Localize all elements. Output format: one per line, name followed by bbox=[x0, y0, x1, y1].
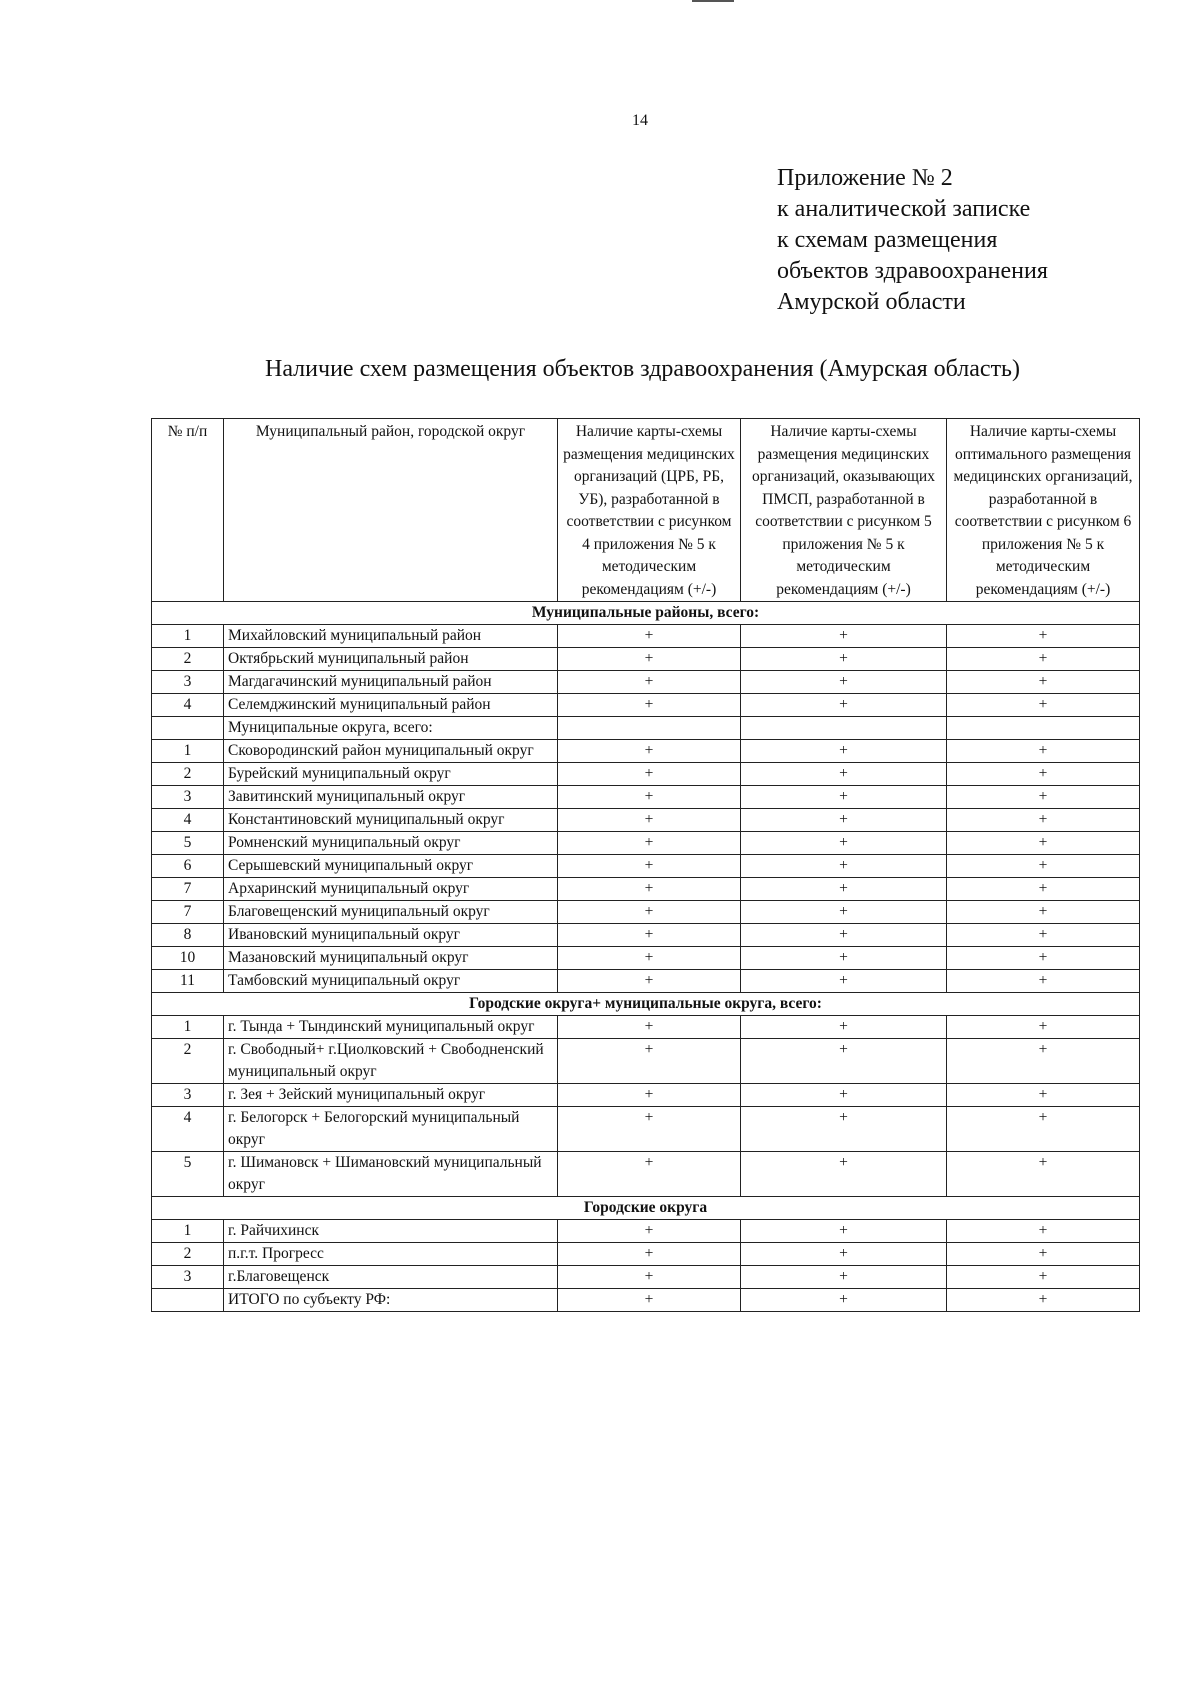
row-name: Михайловский муниципальный район bbox=[224, 625, 558, 648]
table-row bbox=[152, 1039, 1140, 1084]
row-mark: + bbox=[947, 740, 1140, 763]
table-row bbox=[152, 947, 1140, 970]
column-header-map-optimal: Наличие карты-схемы оптимального размещения медицинских организаций, разработанной в соответствии с рисунком 6 приложения № 5 к методическим рекомендациям (+/-) bbox=[947, 419, 1140, 602]
row-mark: + bbox=[947, 763, 1140, 786]
table-row bbox=[152, 763, 1140, 786]
row-name: Бурейский муниципальный округ bbox=[224, 763, 558, 786]
row-number: 1 bbox=[152, 740, 224, 763]
row-name: г. Шимановск + Шимановский муниципальный округ bbox=[224, 1152, 558, 1197]
table-row bbox=[152, 970, 1140, 993]
table-row bbox=[152, 671, 1140, 694]
table-row bbox=[152, 901, 1140, 924]
row-name: п.г.т. Прогресс bbox=[224, 1243, 558, 1266]
column-header-map-pmsp: Наличие карты-схемы размещения медицинских организаций, оказывающих ПМСП, разработанной в соответствии с рисунком 5 приложения № 5 к методическим рекомендациям (+/-) bbox=[741, 419, 947, 602]
section-row bbox=[152, 602, 1140, 625]
row-mark: + bbox=[741, 1266, 947, 1289]
scan-edge-mark bbox=[692, 0, 734, 2]
total-mark: + bbox=[947, 1289, 1140, 1312]
row-name: г. Райчихинск bbox=[224, 1220, 558, 1243]
row-mark: + bbox=[947, 901, 1140, 924]
empty-cell bbox=[152, 1289, 224, 1312]
column-header-number: № п/п bbox=[152, 419, 224, 602]
row-name: г. Белогорск + Белогорский муниципальный округ bbox=[224, 1107, 558, 1152]
row-mark: + bbox=[558, 1220, 741, 1243]
table-row bbox=[152, 694, 1140, 717]
row-name: Тамбовский муниципальный округ bbox=[224, 970, 558, 993]
row-name: Селемджинский муниципальный район bbox=[224, 694, 558, 717]
column-header-municipality: Муниципальный район, городской округ bbox=[224, 419, 558, 602]
table-row bbox=[152, 786, 1140, 809]
row-name: г. Свободный+ г.Циолковский + Свободненский муниципальный округ bbox=[224, 1039, 558, 1084]
empty-cell bbox=[558, 717, 741, 740]
row-number: 5 bbox=[152, 832, 224, 855]
row-number: 3 bbox=[152, 1084, 224, 1107]
table-row bbox=[152, 809, 1140, 832]
row-mark: + bbox=[741, 763, 947, 786]
row-mark: + bbox=[558, 809, 741, 832]
row-mark: + bbox=[947, 694, 1140, 717]
table-header-row bbox=[152, 419, 1140, 602]
empty-cell bbox=[947, 717, 1140, 740]
row-name: Благовещенский муниципальный округ bbox=[224, 901, 558, 924]
row-mark: + bbox=[558, 648, 741, 671]
subsection-title: Муниципальные округа, всего: bbox=[224, 717, 558, 740]
total-mark: + bbox=[558, 1289, 741, 1312]
row-number: 3 bbox=[152, 671, 224, 694]
row-number: 3 bbox=[152, 1266, 224, 1289]
appendix-line: к аналитической записке bbox=[777, 196, 1031, 222]
section-title: Муниципальные районы, всего: bbox=[152, 602, 1140, 625]
row-mark: + bbox=[947, 947, 1140, 970]
row-name: Архаринский муниципальный округ bbox=[224, 878, 558, 901]
row-mark: + bbox=[558, 1084, 741, 1107]
row-mark: + bbox=[558, 924, 741, 947]
row-mark: + bbox=[558, 970, 741, 993]
document-title: Наличие схем размещения объектов здравоохранения (Амурская область) bbox=[264, 356, 1020, 382]
schemes-table bbox=[151, 418, 1140, 1312]
row-mark: + bbox=[558, 947, 741, 970]
row-mark: + bbox=[558, 625, 741, 648]
table-row bbox=[152, 648, 1140, 671]
row-mark: + bbox=[947, 648, 1140, 671]
appendix-block bbox=[777, 163, 1048, 318]
table-row bbox=[152, 1107, 1140, 1152]
row-mark: + bbox=[558, 1266, 741, 1289]
row-name: Ромненский муниципальный округ bbox=[224, 832, 558, 855]
row-mark: + bbox=[741, 1039, 947, 1084]
table-row bbox=[152, 1243, 1140, 1266]
row-number: 11 bbox=[152, 970, 224, 993]
table-row bbox=[152, 1084, 1140, 1107]
row-mark: + bbox=[947, 671, 1140, 694]
row-name: Серышевский муниципальный округ bbox=[224, 855, 558, 878]
row-number: 10 bbox=[152, 947, 224, 970]
row-name: г. Тында + Тындинский муниципальный округ bbox=[224, 1016, 558, 1039]
row-mark: + bbox=[741, 1152, 947, 1197]
appendix-line: Амурской области bbox=[777, 289, 966, 315]
row-mark: + bbox=[741, 924, 947, 947]
row-mark: + bbox=[558, 1016, 741, 1039]
empty-cell bbox=[152, 717, 224, 740]
row-mark: + bbox=[947, 809, 1140, 832]
row-name: Завитинский муниципальный округ bbox=[224, 786, 558, 809]
row-number: 7 bbox=[152, 878, 224, 901]
row-mark: + bbox=[947, 1243, 1140, 1266]
row-mark: + bbox=[558, 1243, 741, 1266]
row-mark: + bbox=[741, 1243, 947, 1266]
total-label: ИТОГО по субъекту РФ: bbox=[224, 1289, 558, 1312]
row-mark: + bbox=[558, 740, 741, 763]
row-mark: + bbox=[947, 1016, 1140, 1039]
section-title: Городские округа bbox=[152, 1197, 1140, 1220]
row-mark: + bbox=[741, 648, 947, 671]
row-mark: + bbox=[558, 1152, 741, 1197]
row-mark: + bbox=[947, 1039, 1140, 1084]
row-mark: + bbox=[558, 832, 741, 855]
section-row bbox=[152, 1197, 1140, 1220]
row-mark: + bbox=[947, 786, 1140, 809]
total-mark: + bbox=[741, 1289, 947, 1312]
table-row bbox=[152, 625, 1140, 648]
row-mark: + bbox=[741, 947, 947, 970]
row-mark: + bbox=[558, 901, 741, 924]
appendix-line: Приложение № 2 bbox=[777, 165, 953, 191]
row-number: 4 bbox=[152, 809, 224, 832]
subsection-row bbox=[152, 717, 1140, 740]
table-row bbox=[152, 1016, 1140, 1039]
appendix-line: объектов здравоохранения bbox=[777, 258, 1048, 284]
row-mark: + bbox=[947, 1152, 1140, 1197]
row-mark: + bbox=[741, 970, 947, 993]
row-mark: + bbox=[947, 924, 1140, 947]
row-number: 5 bbox=[152, 1152, 224, 1197]
row-number: 8 bbox=[152, 924, 224, 947]
table-row bbox=[152, 924, 1140, 947]
table-row bbox=[152, 1152, 1140, 1197]
row-mark: + bbox=[558, 855, 741, 878]
row-mark: + bbox=[741, 832, 947, 855]
row-mark: + bbox=[741, 625, 947, 648]
row-mark: + bbox=[741, 901, 947, 924]
row-mark: + bbox=[741, 809, 947, 832]
row-mark: + bbox=[947, 878, 1140, 901]
row-number: 7 bbox=[152, 901, 224, 924]
row-mark: + bbox=[741, 786, 947, 809]
row-mark: + bbox=[947, 1107, 1140, 1152]
table-row bbox=[152, 832, 1140, 855]
row-mark: + bbox=[947, 1266, 1140, 1289]
row-mark: + bbox=[741, 671, 947, 694]
row-mark: + bbox=[741, 1084, 947, 1107]
row-name: Мазановский муниципальный округ bbox=[224, 947, 558, 970]
row-number: 4 bbox=[152, 1107, 224, 1152]
row-mark: + bbox=[558, 694, 741, 717]
row-mark: + bbox=[741, 740, 947, 763]
row-name: г. Зея + Зейский муниципальный округ bbox=[224, 1084, 558, 1107]
section-title: Городские округа+ муниципальные округа, всего: bbox=[152, 993, 1140, 1016]
appendix-line: к схемам размещения bbox=[777, 227, 998, 253]
row-number: 2 bbox=[152, 1243, 224, 1266]
row-mark: + bbox=[947, 1084, 1140, 1107]
row-mark: + bbox=[947, 970, 1140, 993]
row-number: 6 bbox=[152, 855, 224, 878]
row-mark: + bbox=[558, 878, 741, 901]
row-number: 1 bbox=[152, 625, 224, 648]
row-mark: + bbox=[741, 694, 947, 717]
column-header-map-crb: Наличие карты-схемы размещения медицинских организаций (ЦРБ, РБ, УБ), разработанной в соответствии с рисунком 4 приложения № 5 к методическим рекомендациям (+/-) bbox=[558, 419, 741, 602]
row-name: Сковородинский район муниципальный округ bbox=[224, 740, 558, 763]
row-mark: + bbox=[558, 1039, 741, 1084]
table-row bbox=[152, 855, 1140, 878]
section-row bbox=[152, 993, 1140, 1016]
row-name: г.Благовещенск bbox=[224, 1266, 558, 1289]
row-name: Октябрьский муниципальный район bbox=[224, 648, 558, 671]
total-row bbox=[152, 1289, 1140, 1312]
row-mark: + bbox=[741, 878, 947, 901]
table-row bbox=[152, 740, 1140, 763]
row-number: 2 bbox=[152, 648, 224, 671]
row-number: 2 bbox=[152, 763, 224, 786]
row-mark: + bbox=[741, 855, 947, 878]
row-mark: + bbox=[741, 1107, 947, 1152]
row-number: 3 bbox=[152, 786, 224, 809]
row-number: 1 bbox=[152, 1016, 224, 1039]
row-mark: + bbox=[558, 671, 741, 694]
row-mark: + bbox=[741, 1220, 947, 1243]
table-row bbox=[152, 878, 1140, 901]
row-mark: + bbox=[947, 1220, 1140, 1243]
row-number: 1 bbox=[152, 1220, 224, 1243]
row-mark: + bbox=[947, 855, 1140, 878]
row-name: Константиновский муниципальный округ bbox=[224, 809, 558, 832]
row-mark: + bbox=[741, 1016, 947, 1039]
page-number: 14 bbox=[632, 112, 648, 129]
row-name: Ивановский муниципальный округ bbox=[224, 924, 558, 947]
table-row bbox=[152, 1266, 1140, 1289]
row-number: 4 bbox=[152, 694, 224, 717]
table-row bbox=[152, 1220, 1140, 1243]
row-number: 2 bbox=[152, 1039, 224, 1084]
row-name: Магдагачинский муниципальный район bbox=[224, 671, 558, 694]
row-mark: + bbox=[558, 763, 741, 786]
row-mark: + bbox=[558, 1107, 741, 1152]
row-mark: + bbox=[947, 832, 1140, 855]
empty-cell bbox=[741, 717, 947, 740]
row-mark: + bbox=[558, 786, 741, 809]
row-mark: + bbox=[947, 625, 1140, 648]
